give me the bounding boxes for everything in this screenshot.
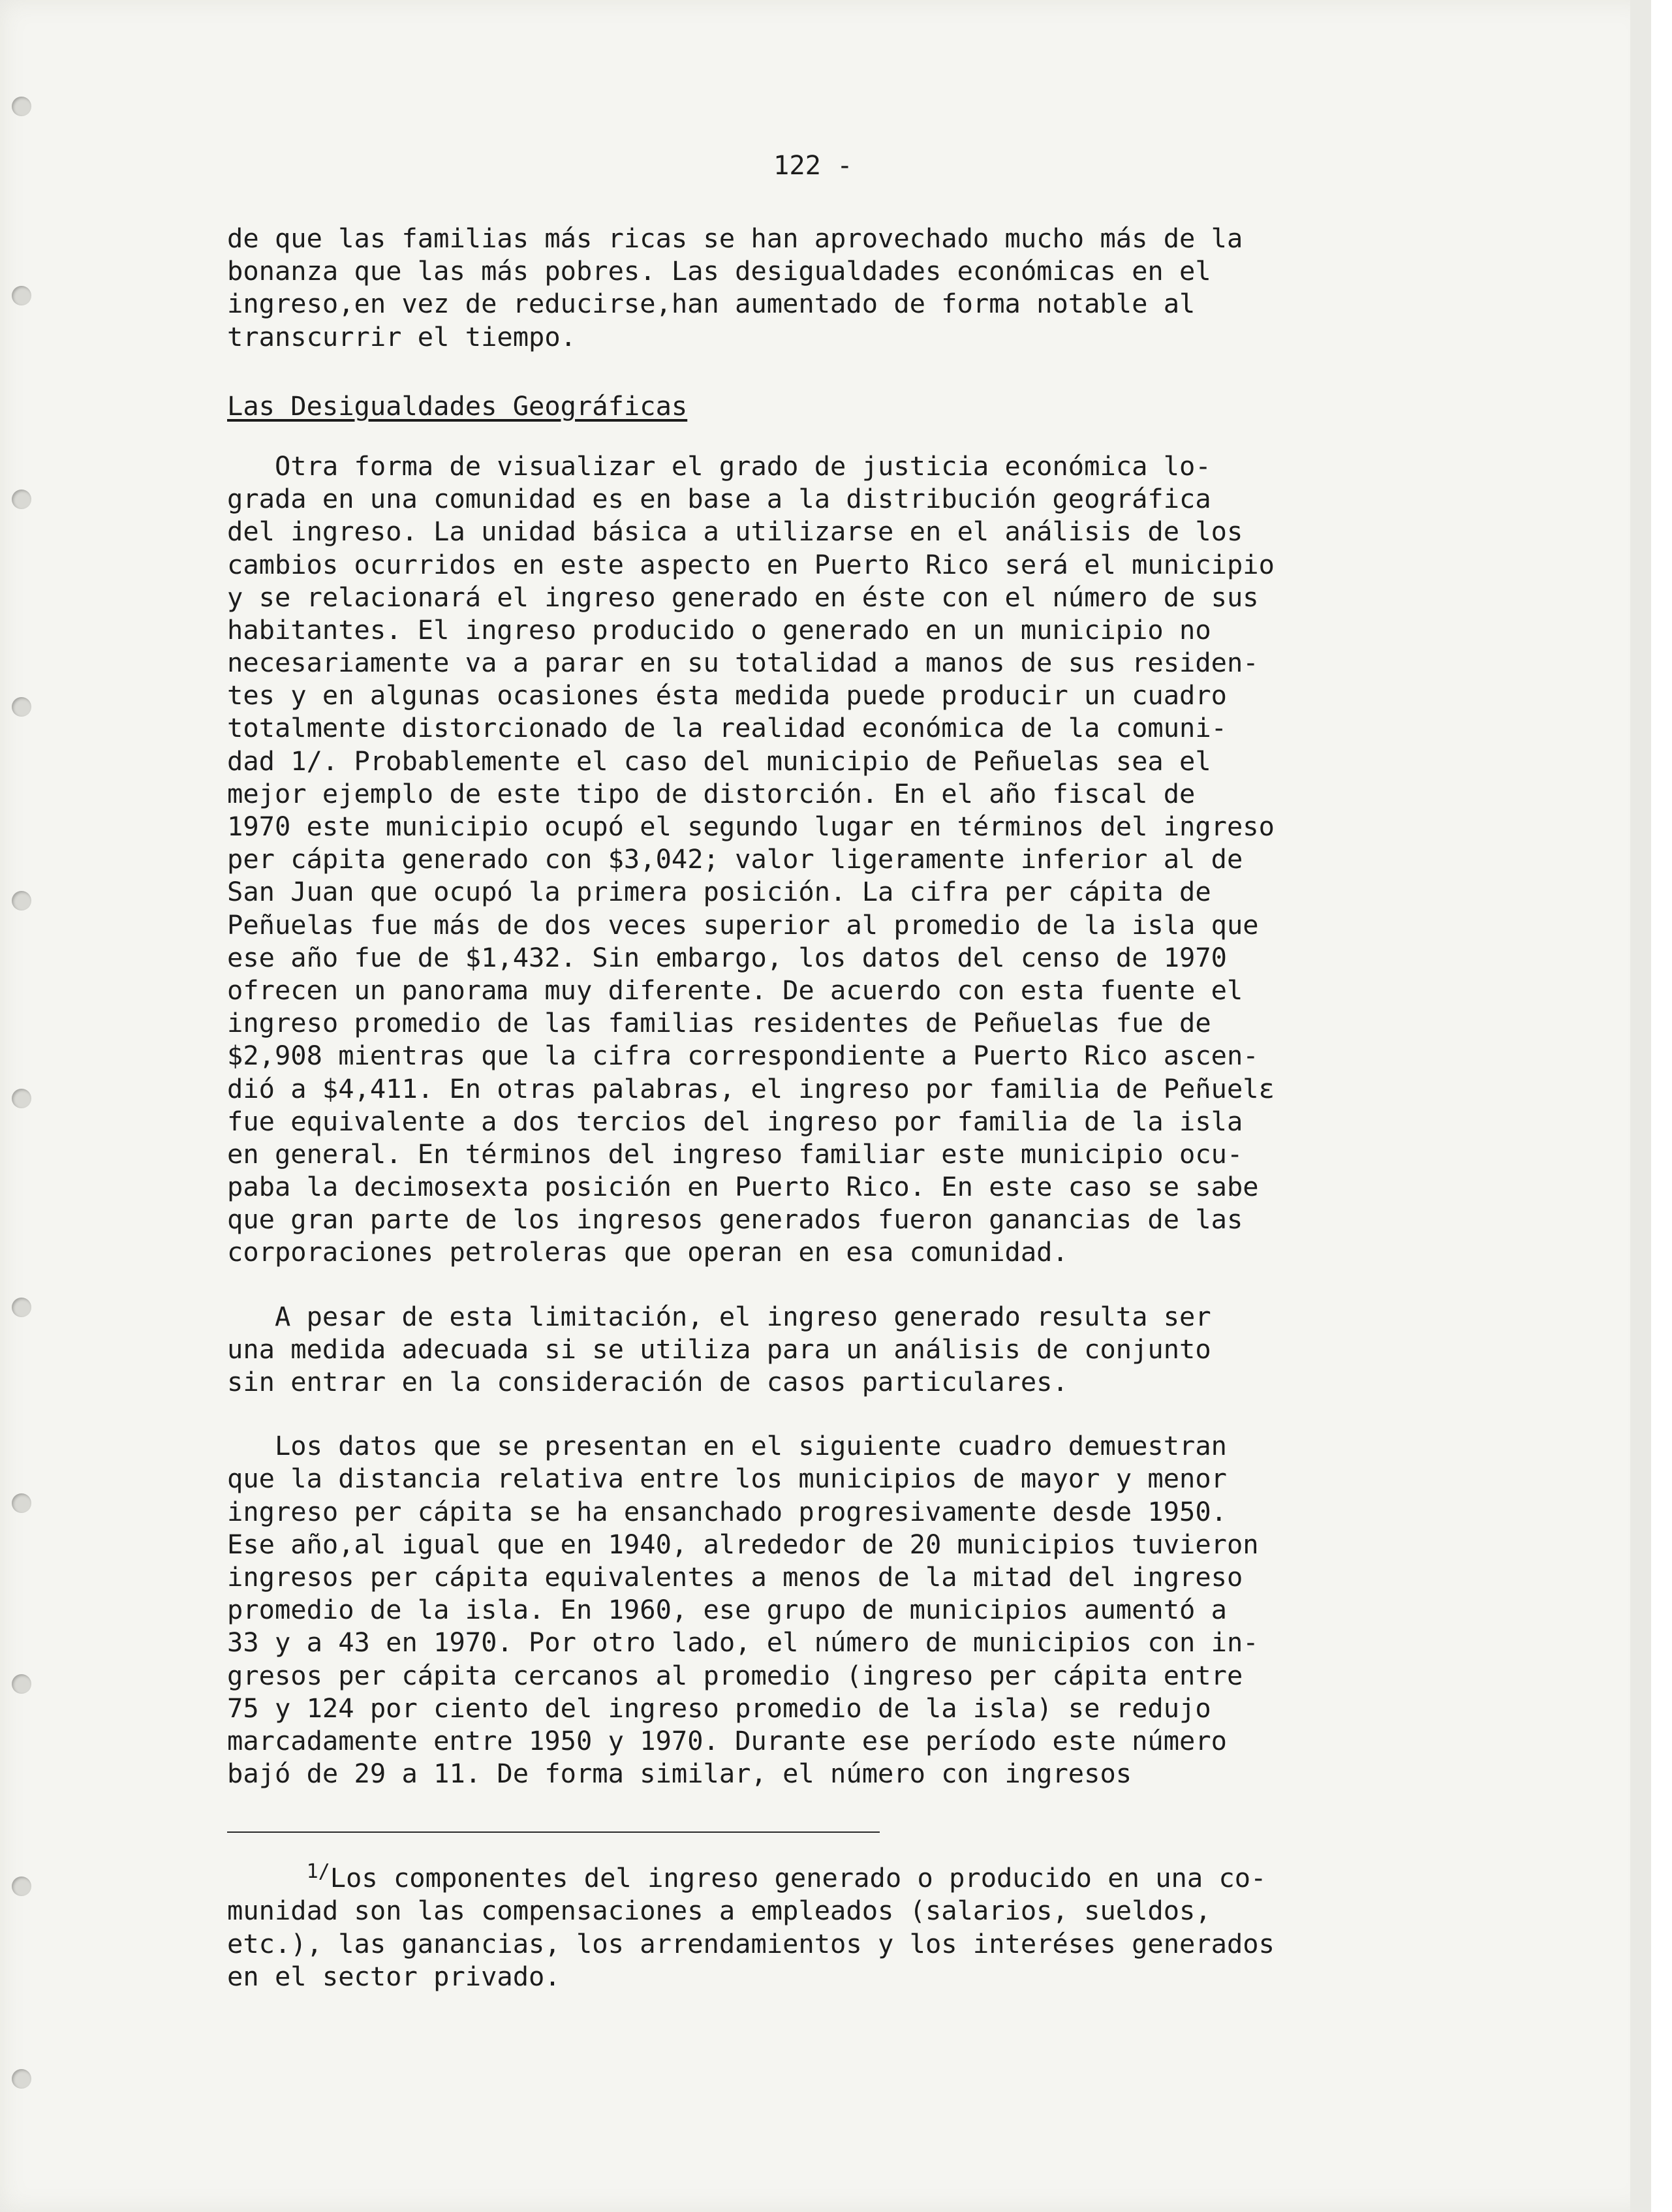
text-line: y se relacionará el ingreso generado en éste con el número de sus <box>227 581 1259 613</box>
binder-hole <box>12 891 31 911</box>
binder-hole <box>12 1493 31 1513</box>
text-line: bajó de 29 a 11. De forma similar, el número con ingresos <box>227 1758 1132 1790</box>
text-line: ingreso promedio de las familias residentes de Peñuelas fue de <box>227 1007 1211 1039</box>
text-line: 75 y 124 por ciento del ingreso promedio de la isla) se redujo <box>227 1692 1211 1724</box>
binder-hole <box>12 1089 31 1108</box>
section-heading: Las Desigualdades Geográficas <box>227 390 688 422</box>
text-line: sin entrar en la consideración de casos particulares. <box>227 1366 1068 1397</box>
text-line: en general. En términos del ingreso familiar este municipio ocu- <box>227 1138 1243 1170</box>
text-line: ofrecen un panorama muy diferente. De acuerdo con esta fuente el <box>227 974 1243 1006</box>
text-line: grada en una comunidad es en base a la distribución geográfica <box>227 483 1211 515</box>
text-line: ese año fue de $1,432. Sin embargo, los datos del censo de 1970 <box>227 941 1227 973</box>
text-line: cambios ocurridos en este aspecto en Puerto Rico será el municipio <box>227 548 1275 580</box>
text-line: habitantes. El ingreso producido o generado en un municipio no <box>227 614 1211 646</box>
text-line: dió a $4,411. En otras palabras, el ingreso por familia de Peñuelε <box>227 1072 1275 1104</box>
binder-hole <box>12 286 31 305</box>
text-line: $2,908 mientras que la cifra correspondiente a Puerto Rico ascen- <box>227 1040 1259 1072</box>
text-line: Ese año,al igual que en 1940, alrededor de 20 municipios tuvieron <box>227 1528 1259 1560</box>
text-line: paba la decimosexta posición en Puerto Rico. En este caso se sabe <box>227 1171 1259 1203</box>
text-line: de que las familias más ricas se han aprovechado mucho más de la <box>227 223 1243 254</box>
text-line: del ingreso. La unidad básica a utilizarse en el análisis de los <box>227 516 1243 548</box>
text-line: promedio de la isla. En 1960, ese grupo de municipios aumentó a <box>227 1594 1227 1626</box>
text-line: ingreso,en vez de reducirse,han aumentado de forma notable al <box>227 288 1196 320</box>
text-line: en el sector privado. <box>227 1960 561 1992</box>
page-edge <box>1630 0 1651 2212</box>
text-line: ingresos per cápita equivalentes a menos de la mitad del ingreso <box>227 1561 1243 1593</box>
binder-hole <box>12 697 31 717</box>
page-number: 122 - <box>773 149 853 181</box>
text-line: una medida adecuada si se utiliza para un análisis de conjunto <box>227 1333 1211 1365</box>
binder-hole <box>12 490 31 509</box>
footnote-marker: 1/ <box>306 1860 330 1884</box>
text-line: gresos per cápita cercanos al promedio (ingreso per cápita entre <box>227 1659 1243 1691</box>
text-line: Otra forma de visualizar el grado de justicia económica lo- <box>227 450 1211 482</box>
text-line: totalmente distorcionado de la realidad económica de la comuni- <box>227 712 1227 744</box>
binder-hole <box>12 1674 31 1694</box>
binder-hole <box>12 1877 31 1896</box>
footnote <box>227 1862 1532 1993</box>
binder-hole <box>12 97 31 116</box>
text-line: etc.), las ganancias, los arrendamientos y los interéses generados <box>227 1927 1275 1959</box>
text-line: fue equivalente a dos tercios del ingreso por familia de la isla <box>227 1105 1243 1137</box>
document-body <box>227 137 1532 1993</box>
text-line: marcadamente entre 1950 y 1970. Durante ese período este número <box>227 1724 1227 1756</box>
text-line: Peñuelas fue más de dos veces superior al promedio de la isla que <box>227 909 1259 941</box>
paragraph-3 <box>227 1429 1532 1790</box>
text-line: dad 1/. Probablemente el caso del municipio de Peñuelas sea el <box>227 745 1211 777</box>
intro-paragraph <box>227 222 1532 353</box>
binder-hole <box>12 2069 31 2089</box>
text-line: necesariamente va a parar en su totalidad a manos de sus residen- <box>227 647 1259 679</box>
text-line: Los datos que se presentan en el siguiente cuadro demuestran <box>227 1430 1227 1462</box>
text-line: que la distancia relativa entre los municipios de mayor y menor <box>227 1463 1227 1495</box>
text-line: tes y en algunas ocasiones ésta medida puede producir un cuadro <box>227 679 1227 711</box>
text-line: San Juan que ocupó la primera posición. La cifra per cápita de <box>227 876 1211 908</box>
text-line: bonanza que las más pobres. Las desigualdades económicas en el <box>227 255 1211 287</box>
text-line: corporaciones petroleras que operan en esa comunidad. <box>227 1236 1068 1268</box>
footnote-text: Los componentes del ingreso generado o producido en una co- <box>330 1862 1267 1894</box>
text-line: A pesar de esta limitación, el ingreso generado resulta ser <box>227 1300 1211 1332</box>
paragraph-1 <box>227 450 1532 1269</box>
text-line: per cápita generado con $3,042; valor ligeramente inferior al de <box>227 843 1243 875</box>
text-line: munidad son las compensaciones a empleados (salarios, sueldos, <box>227 1895 1211 1927</box>
text-line: mejor ejemplo de este tipo de distorción. En el año fiscal de <box>227 777 1196 809</box>
text-line: transcurrir el tiempo. <box>227 320 576 352</box>
paragraph-2 <box>227 1300 1532 1399</box>
text-line: 33 y a 43 en 1970. Por otro lado, el número de municipios con in- <box>227 1627 1259 1659</box>
text-line: que gran parte de los ingresos generados fueron ganancias de las <box>227 1204 1243 1236</box>
footnote-first-line <box>227 1862 1532 1894</box>
text-line: 1970 este municipio ocupó el segundo lugar en términos del ingreso <box>227 811 1275 842</box>
text-line: ingreso per cápita se ha ensanchado progresivamente desde 1950. <box>227 1495 1227 1527</box>
binder-hole <box>12 1298 31 1317</box>
